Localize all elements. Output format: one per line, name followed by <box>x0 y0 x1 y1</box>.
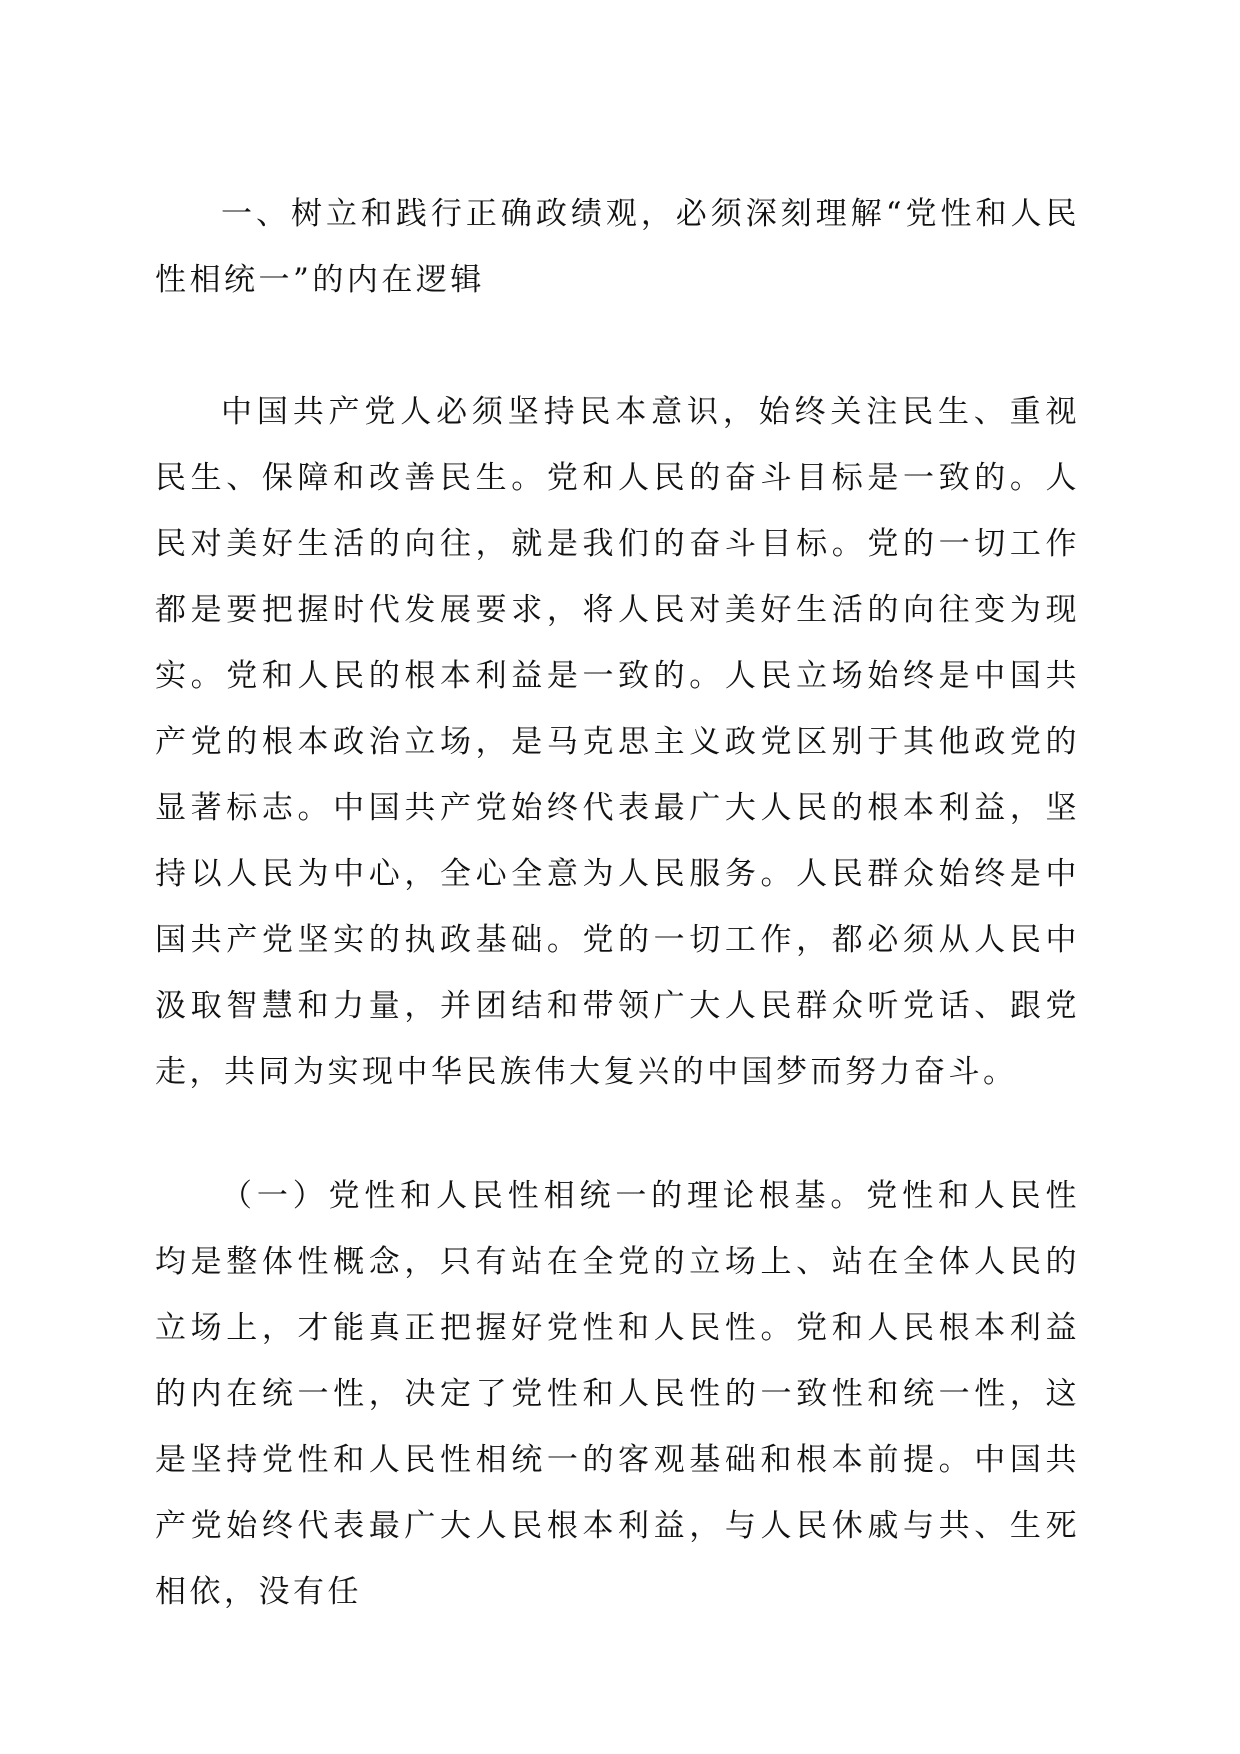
body-paragraph: 中国共产党人必须坚持民本意识，始终关注民生、重视民生、保障和改善民生。党和人民的奋斗目标是一致的。人民对美好生活的向往，就是我们的奋斗目标。党的一切工作都是要把握时代发展要求，将人民对美好生活的向往变为现实。党和人民的根本利益是一致的。人民立场始终是中国共产党的根本政治立场，是马克思主义政党区别于其他政党的显著标志。中国共产党始终代表最广大人民的根本利益，坚持以人民为中心，全心全意为人民服务。人民群众始终是中国共产党坚实的执政基础。党的一切工作，都必须从人民中汲取智慧和力量，并团结和带领广大人民群众听党话、跟党走，共同为实现中华民族伟大复兴的中国梦而努力奋斗。 <box>155 394 1080 1090</box>
section-heading: 一、树立和践行正确政绩观，必须深刻理解“党性和人民性相统一”的内在逻辑 <box>155 196 1080 298</box>
body-paragraph: （一）党性和人民性相统一的理论根基。党性和人民性均是整体性概念，只有站在全党的立场上、站在全体人民的立场上，才能真正把握好党性和人民性。党和人民根本利益的内在统一性，决定了党性和人民性的一致性和统一性，这是坚持党性和人民性相统一的客观基础和根本前提。中国共产党始终代表最广大人民根本利益，与人民休戚与共、生死相依，没有任 <box>155 1178 1080 1610</box>
